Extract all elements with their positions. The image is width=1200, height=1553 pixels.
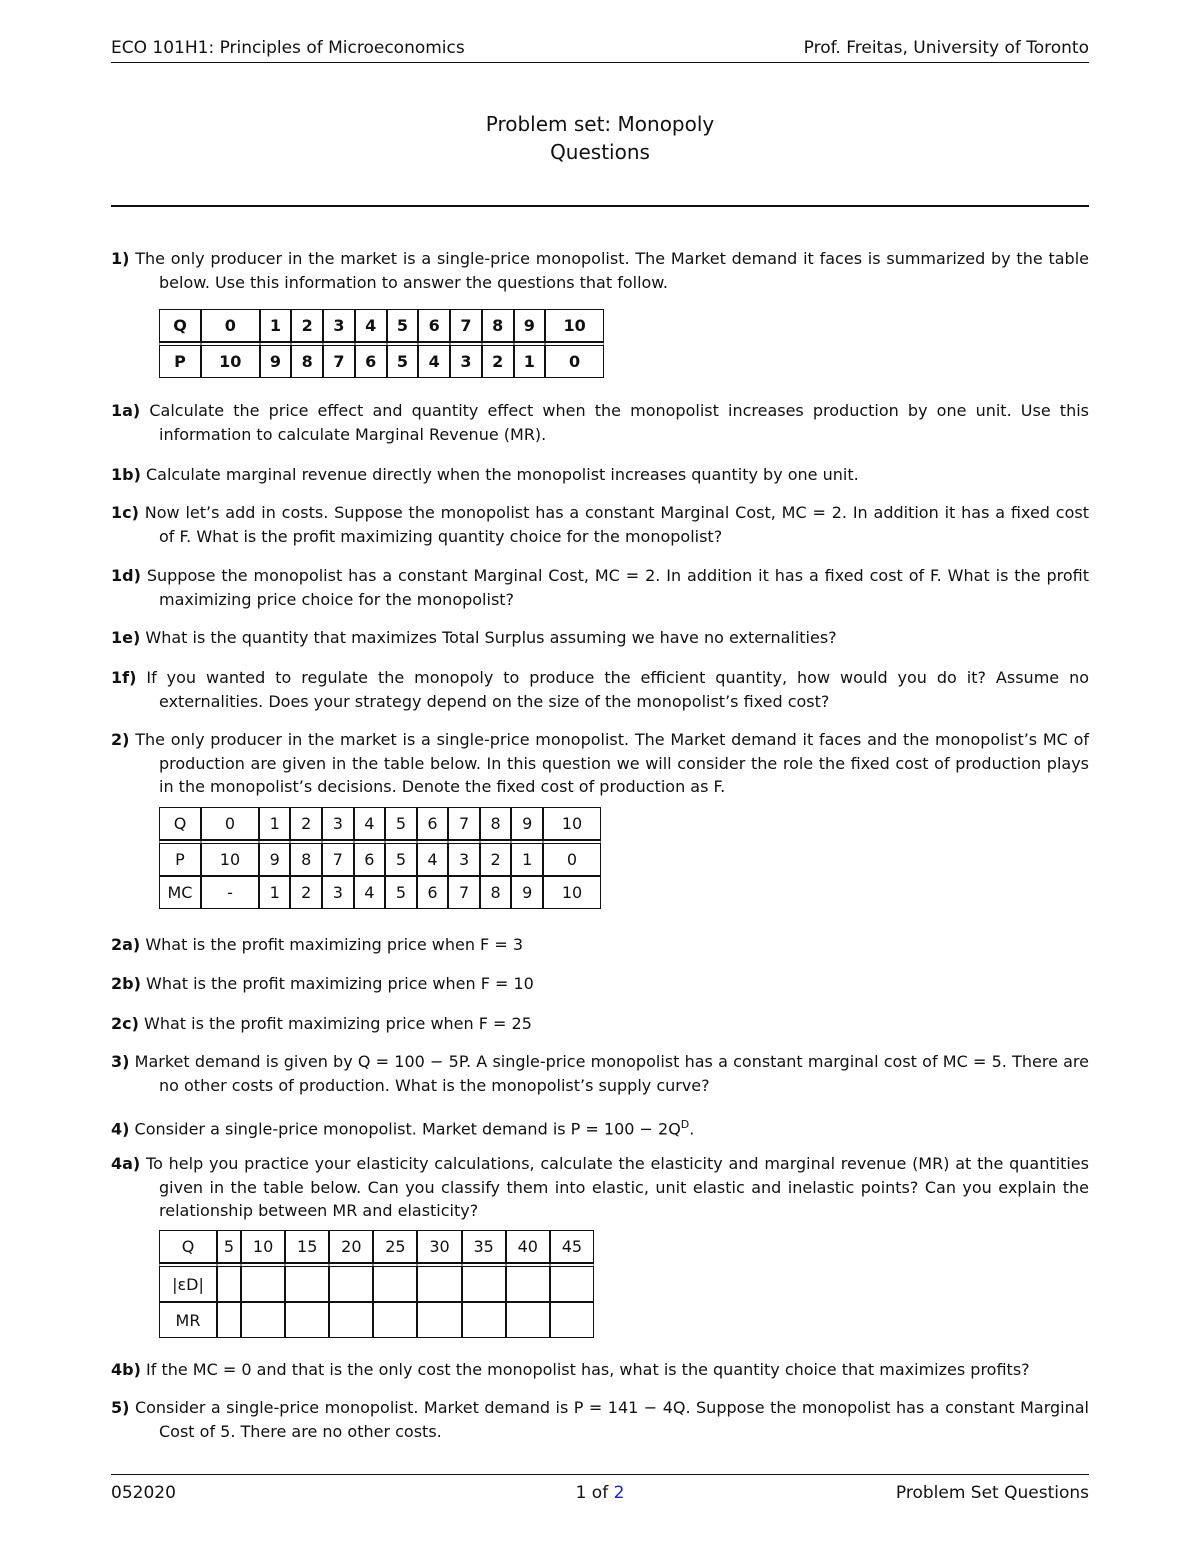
table-cell: 7 [322,840,354,876]
table-cell [241,1302,285,1338]
table-row [159,342,604,378]
table-cell [506,1302,550,1338]
table-cell: 7 [323,342,355,378]
table-row [159,876,601,909]
table-cell: 5 [385,807,417,840]
row-header-cell: MR [159,1302,217,1338]
table-cell [241,1263,285,1302]
table-cell: 5 [217,1230,241,1263]
table-cell: 2 [482,342,514,378]
row-header-cell: P [159,840,201,876]
table-row [159,309,604,342]
instructor: Prof. Freitas, University of Toronto [803,38,1089,58]
table-cell: 10 [543,876,601,909]
table-cell: 3 [322,876,354,909]
table-cell: 5 [387,342,419,378]
table-cell: 8 [290,840,322,876]
table-cell: 6 [354,840,386,876]
page-header [111,38,1089,63]
table-cell: 40 [506,1230,550,1263]
demand-table [159,309,604,378]
table-cell: 3 [448,840,480,876]
table-cell: 6 [417,876,449,909]
table-cell: 8 [480,876,512,909]
table-cell: 10 [241,1230,285,1263]
table-cell: 0 [543,840,601,876]
table-cell: 6 [418,309,450,342]
table-cell: 9 [511,807,543,840]
table-cell: 1 [260,309,292,342]
question-3: 3) Market demand is given by Q = 100 − 5P. A single-price monopolist has a constant marginal cost of MC = 5. There are no other costs of production. What is the monopolist’s supply curve? [111,1052,1089,1095]
document-code: 052020 [111,1483,176,1503]
table-cell [285,1302,329,1338]
question-number: 1) [111,249,130,268]
table-cell: 0 [201,807,259,840]
table-row [159,840,601,876]
table-cell: 8 [480,807,512,840]
table-cell: 30 [417,1230,461,1263]
table-cell: 4 [354,876,386,909]
table-cell: 9 [514,309,546,342]
demand-mc-table [159,807,601,909]
question-1c: 1c) Now let’s add in costs. Suppose the monopolist has a constant Marginal Cost, MC = 2. In addition it has a fixed cost of F. What is the profit maximizing quantity choice for the monopolist? [111,503,1089,546]
table-cell: 0 [201,309,260,342]
table-cell: 4 [417,840,449,876]
table-row [159,1230,594,1263]
table-cell: 10 [201,840,259,876]
question-4a: 4a) To help you practice your elasticity calculations, calculate the elasticity and marginal revenue (MR) at the quantities given in the table below. Can you classify them into elastic, unit elastic and inelastic points? Can you explain the relationship between MR and elasticity? [111,1154,1089,1220]
table-cell: 10 [543,807,601,840]
table-cell: 3 [450,342,482,378]
table-cell: 8 [482,309,514,342]
row-header-cell: P [159,342,201,378]
table-cell: 8 [291,342,323,378]
page-footer [111,1474,1089,1503]
question-1b: 1b) Calculate marginal revenue directly when the monopolist increases quantity by one unit. [111,465,859,484]
table-cell: 25 [373,1230,417,1263]
table-cell [285,1263,329,1302]
table-cell: 6 [355,342,387,378]
table-cell: 9 [260,342,292,378]
question-1e: 1e) What is the quantity that maximizes Total Surplus assuming we have no externalities? [111,628,837,647]
question-1d: 1d) Suppose the monopolist has a constant Marginal Cost, MC = 2. In addition it has a fixed cost of F. What is the profit maximizing price choice for the monopolist? [111,566,1089,609]
table-cell: 7 [448,807,480,840]
footer-label: Problem Set Questions [895,1483,1089,1503]
table-cell: 7 [450,309,482,342]
row-header-cell: |εD| [159,1263,217,1302]
table-row [159,1263,594,1302]
total-pages-link[interactable]: 2 [613,1483,625,1503]
table-cell: 4 [354,807,386,840]
question-2a: 2a) What is the profit maximizing price when F = 3 [111,935,524,954]
table-cell [417,1263,461,1302]
table-cell: 2 [291,309,323,342]
table-cell [550,1263,594,1302]
table-cell: 10 [545,309,604,342]
table-cell: 4 [355,309,387,342]
table-row [159,807,601,840]
table-cell: 1 [514,342,546,378]
table-cell: 5 [387,309,419,342]
table-cell [217,1302,241,1338]
table-cell: 5 [385,876,417,909]
document-title: Problem set: Monopoly [485,112,715,136]
elasticity-table [159,1230,594,1338]
row-header-cell: Q [159,309,201,342]
table-cell: 7 [448,876,480,909]
table-cell: 45 [550,1230,594,1263]
table-cell [462,1263,506,1302]
question-1f: 1f) If you wanted to regulate the monopoly to produce the efficient quantity, how would you do it? Assume no externalities. Does your strategy depend on the size of the monopolist’s fixed cost? [111,668,1089,711]
table-cell: 15 [285,1230,329,1263]
table-cell: 10 [201,342,260,378]
table-cell: 1 [511,840,543,876]
table-cell: 6 [417,807,449,840]
table-cell: 4 [418,342,450,378]
table-cell [506,1263,550,1302]
document-subtitle: Questions [550,140,650,164]
table-cell: 2 [290,807,322,840]
table-cell: 35 [462,1230,506,1263]
table-cell: 1 [259,876,291,909]
question-2: 2) The only producer in the market is a single-price monopolist. The Market demand it faces and the monopolist’s MC of production are given in the table below. In this question we will consider the role the fixed cost of production plays in the monopolist’s decisions. Denote the fixed cost of production as F. [111,730,1090,796]
table-cell: 20 [329,1230,373,1263]
table-cell: 2 [480,840,512,876]
table-cell [550,1302,594,1338]
question-4: 4) Consider a single-price monopolist. Market demand is $P = 100 - 2Q^D$. [111,1118,695,1139]
page-number: 1 of 2 [575,1483,625,1503]
table-cell: 9 [259,840,291,876]
table-cell [417,1302,461,1338]
table-cell [373,1263,417,1302]
question-text: The only producer in the market is a single-price monopolist. The Market demand it faces is summarized by the table below. Use this information to answer the questions that follow. [135,249,1089,292]
title-rule [111,205,1089,207]
row-header-cell: Q [159,1230,217,1263]
table-cell: 0 [545,342,604,378]
table-cell: 1 [259,807,291,840]
course-title: ECO 101H1: Principles of Microeconomics [111,38,465,58]
table-cell [329,1263,373,1302]
table-cell: - [201,876,259,909]
table-cell [329,1302,373,1338]
table-cell: 2 [290,876,322,909]
question-4b: 4b) If the MC = 0 and that is the only cost the monopolist has, what is the quantity choice that maximizes profits? [111,1360,1030,1379]
question-2b: 2b) What is the profit maximizing price when F = 10 [111,974,534,993]
table-cell [373,1302,417,1338]
table-cell [217,1263,241,1302]
question-2c: 2c) What is the profit maximizing price when F = 25 [111,1014,532,1033]
table-cell: 3 [323,309,355,342]
question-1a: 1a) Calculate the price effect and quantity effect when the monopolist increases production by one unit. Use this information to calculate Marginal Revenue (MR). [111,401,1089,444]
table-cell: 9 [511,876,543,909]
row-header-cell: MC [159,876,201,909]
question-5: 5) Consider a single-price monopolist. Market demand is P = 141 − 4Q. Suppose the monopolist has a constant Marginal Cost of 5. There are no other costs. [111,1398,1090,1441]
table-cell: 5 [385,840,417,876]
table-cell: 3 [322,807,354,840]
question-1 [111,247,1089,294]
table-row [159,1302,594,1338]
row-header-cell: Q [159,807,201,840]
table-cell [462,1302,506,1338]
